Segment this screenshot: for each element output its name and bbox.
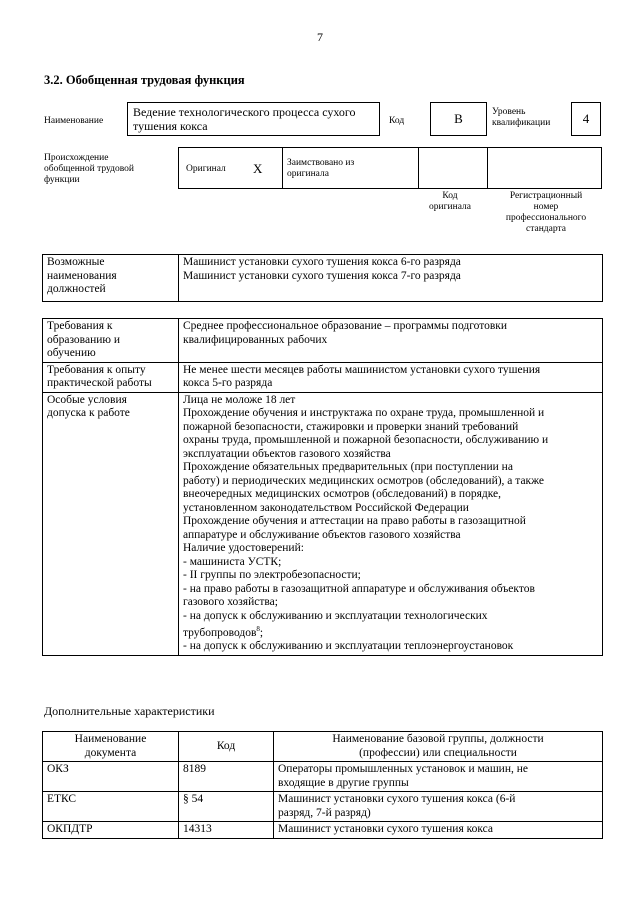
header-doc (43, 732, 179, 762)
borrowed-label (287, 158, 354, 180)
reg-number-caption (490, 191, 602, 235)
additional-table (42, 731, 603, 839)
origin-label-line2: обобщенной трудовой (44, 164, 134, 174)
education-label-line1: Требования к (47, 320, 113, 332)
header-name-line1: Наименование базовой группы, должности (332, 733, 544, 745)
header-code: Код (179, 732, 274, 762)
footnote-mark: 8 (256, 625, 260, 633)
level-label-line1: Уровень (492, 107, 526, 117)
reg-caption-line1: Регистрационный (509, 191, 583, 201)
special-line: пожарной безопасности, стажировки и проверки знаний требований (183, 420, 519, 433)
experience-line1: Не менее шести месяцев работы машинистом установки сухого тушения (183, 363, 541, 376)
special-line: газового хозяйства; (183, 596, 278, 608)
special-line: - II группы по электробезопасности; (183, 569, 361, 581)
original-mark: X (253, 161, 263, 176)
code-value: B (430, 102, 487, 136)
row-name-line2: разряд, 7-й разряд) (278, 806, 371, 819)
original-label: Оригинал (186, 164, 226, 174)
naming-value-box (127, 102, 380, 136)
positions-value (179, 255, 603, 302)
special-row (43, 392, 603, 655)
section-title: 3.2. Обобщенная трудовая функция (44, 73, 245, 87)
origin-label (44, 153, 134, 186)
special-line: охраны труда, промышленной и пожарной безопасности, обслуживанию и (183, 434, 549, 446)
requirements-table (42, 318, 603, 656)
positions-value-line1: Машинист установки сухого тушения кокса 6-го разряда (183, 256, 461, 268)
experience-label (43, 362, 179, 392)
special-label (43, 392, 179, 655)
special-line: Прохождение обучения и аттестации на право работы в газозащитной (183, 515, 526, 527)
origin-label-line1: Происхождение (44, 153, 109, 163)
special-line-footnoted (183, 623, 598, 640)
reg-caption-line4: стандарта (526, 224, 566, 234)
row-name-line2: входящие в другие группы (278, 776, 409, 789)
positions-value-line2: Машинист установки сухого тушения кокса 7-го разряда (183, 269, 461, 282)
code-original-caption (412, 191, 488, 213)
level-label (492, 107, 550, 129)
positions-label-line1: Возможные (47, 256, 105, 268)
level-value: 4 (571, 102, 601, 136)
education-row (43, 319, 603, 363)
special-line: Лица не моложе 18 лет (183, 393, 296, 406)
header-name (274, 732, 603, 762)
positions-label (43, 255, 179, 302)
footnote-tail: ; (259, 626, 264, 639)
additional-title: Дополнительные характеристики (44, 704, 215, 718)
row-doc: ЕТКС (43, 792, 179, 822)
experience-value (179, 362, 603, 392)
special-line: - на допуск к обслуживанию и эксплуатации теплоэнергоустановок (183, 640, 514, 653)
row-code: 14313 (179, 822, 274, 839)
special-label-line2: допуска к работе (47, 407, 130, 419)
row-name-line1: Операторы промышленных установок и машин, не (278, 763, 528, 775)
education-line2: квалифицированных рабочих (183, 333, 328, 346)
special-line: аппаратуре и обслуживание объектов газового хозяйства (183, 528, 461, 541)
code-caption-line1: Код (442, 191, 458, 201)
header-name-line2: (профессии) или специальности (359, 746, 517, 759)
education-line1: Среднее профессиональное образование – программы подготовки (183, 320, 508, 332)
special-line: - на допуск к обслуживанию и эксплуатации технологических (183, 609, 488, 622)
special-line: работу) и периодических медицинских осмотров (обследований), а также (183, 474, 545, 487)
borrowed-line1: Заимствовано из (287, 158, 355, 168)
special-line: - на право работы в газозащитной аппаратуре и обслуживания объектов (183, 582, 535, 595)
positions-table (42, 254, 603, 302)
origin-divider-3 (487, 148, 488, 188)
row-code: § 54 (179, 792, 274, 822)
row-name-line1: Машинист установки сухого тушения кокса (6-й (278, 793, 516, 805)
special-label-line1: Особые условия (47, 393, 127, 406)
table-row (43, 762, 603, 792)
level-label-line2: квалификации (492, 118, 551, 128)
code-label: Код (389, 116, 405, 126)
education-value (179, 319, 603, 363)
special-line: внеочередных медицинских осмотров (обследований) в порядке, (183, 488, 502, 500)
special-value (179, 392, 603, 655)
row-name: Машинист установки сухого тушения кокса (274, 822, 603, 839)
experience-line2: кокса 5-го разряда (183, 377, 273, 389)
table-row (43, 792, 603, 822)
naming-label: Наименование (44, 116, 104, 126)
reg-caption-line3: профессионального (505, 213, 587, 223)
experience-label-line2: практической работы (47, 377, 152, 389)
special-line: Наличие удостоверений: (183, 542, 304, 554)
row-name (274, 792, 603, 822)
header-doc-line2: документа (84, 746, 137, 759)
special-line: Прохождение обучения и инструктажа по охране труда, промышленной и (183, 407, 545, 419)
origin-divider-2 (418, 148, 419, 188)
origin-label-line3: функции (44, 175, 80, 185)
naming-value-line2: тушения кокса (133, 119, 208, 133)
borrowed-line2: оригинала (287, 169, 329, 179)
special-line: Прохождение обязательных предварительных (при поступлении на (183, 461, 513, 473)
naming-value-line1: Ведение технологического процесса сухого (133, 105, 356, 119)
education-label-line3: обучению (47, 347, 96, 359)
experience-label-line1: Требования к опыту (47, 363, 146, 376)
row-doc: ОКПДТР (43, 822, 179, 839)
experience-row (43, 362, 603, 392)
code-caption-line2: оригинала (429, 202, 471, 212)
positions-label-line2: наименования (47, 269, 117, 282)
table-row (43, 822, 603, 839)
origin-divider-1 (282, 148, 283, 188)
positions-label-line3: должностей (47, 283, 106, 295)
row-doc: ОКЗ (43, 762, 179, 792)
education-label-line2: образованию и (47, 333, 120, 346)
page-number: 7 (317, 30, 323, 44)
special-line-text: трубопроводов (183, 626, 257, 639)
row-code: 8189 (179, 762, 274, 792)
additional-header-row (43, 732, 603, 762)
positions-row (43, 255, 603, 302)
special-line: - машиниста УСТК; (183, 555, 282, 568)
education-label (43, 319, 179, 363)
origin-box (178, 147, 602, 189)
special-line: эксплуатации объектов газового хозяйства (183, 447, 391, 460)
header-doc-line1: Наименование (74, 733, 147, 745)
row-name (274, 762, 603, 792)
reg-caption-line2: номер (533, 202, 559, 212)
special-line: установленном законодательством Российской Федерации (183, 501, 469, 514)
